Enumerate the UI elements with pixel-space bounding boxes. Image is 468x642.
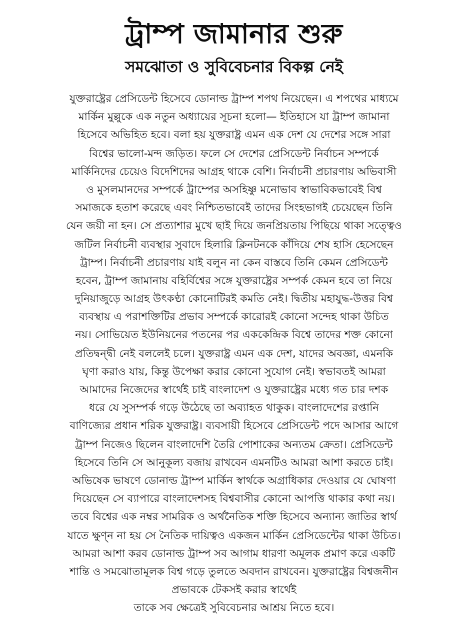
article-line: দুনিয়াজুড়ে আগ্রহ উৎকণ্ঠা কোনোটিরই কমতি নেই। দ্বিতীয় মহাযুদ্ধ-উত্তর বিশ্ব [74,293,394,306]
article-line: অভিষেক ভাষণে ডোনাল্ড ট্রাম্প মার্কিন স্বার্থকে অগ্রাধিকার দেওয়ার যে ঘোষণা [72,474,396,487]
article-line: সমাজকে হতাশ করেছে এবং নিশ্চিতভাবেই তাদের সিংহভাগই চেয়েছেন তিনি [75,202,393,215]
article-line: প্রতিদ্বন্দ্বী নেই বললেই চলে। যুক্তরাষ্ট্র এমন এক দেশ, যাদের অবজ্ঞা, এমনকি [74,347,394,360]
article-line: ও মুসলমানদের সম্পর্কে ট্রাম্পের অসহিষ্ণু মনোভাব স্বাভাবিকভাবেই বিশ্ব [86,183,382,196]
article-line: বাণিজ্যের প্রধান শরিক যুক্তরাষ্ট্র। ব্যবসায়ী হিসেবে প্রেসিডেন্ট পদে আসার আগে [69,420,399,433]
article-line: ব্যবস্থায় এ পরাশক্তিটির প্রভাব সম্পর্কে কারোরই কোনো সন্দেহ থাকা উচিত [79,311,389,324]
article-line: প্রভাবকে টেকসই করার স্বার্থেই [171,584,297,597]
article-line: যুক্তরাষ্ট্রের প্রেসিডেন্ট হিসেবে ডোনাল্ড ট্রাম্প শপথ নিয়েছেন। এ শপথের মাধ্যমে [69,93,399,105]
article-line: নয়। সোভিয়েত ইউনিয়নের পতনের পর এককেন্দ্রিক বিশ্বে তাদের শক্ত কোনো [75,329,393,342]
article-line: জটিল নির্বাচনী ব্যবস্থার সুবাদে হিলারি ক্লিনটনকে কাঁদিয়ে শেষ হাসি হেসেছেন [74,238,394,251]
article-line: যাতে ক্ষুণ্ন না হয় সে নৈতিক দায়িত্বও একজন মার্কিন প্রেসিডেন্টের থাকা উচিত। [67,529,401,542]
article-line: ঘৃণা করাও যায়, কিন্তু উপেক্ষা করার কোনো সুযোগ নেই। স্বভাবতই আমরা [82,365,386,378]
article-body [10,90,458,617]
article-line: শান্তি ও সমঝোতামূলক বিশ্ব গড়ে তুলতে অবদান রাখবেন। যুক্তরাষ্ট্রের বিশ্বজনীন [69,565,399,578]
article-line: বিশ্বের ভালো-মন্দ জড়িত। ফলে সে দেশের প্রেসিডেন্ট নির্বাচন সম্পর্কে [89,147,379,160]
article-line: মার্কিনিদের চেয়েও বিদেশিদের আগ্রহ থাকে বেশি। নির্বাচনী প্রচারণায় অভিবাসী [71,165,397,178]
article-line: আমাদের নিজেদের স্বার্থেই চাই বাংলাদেশ ও যুক্তরাষ্ট্রের মধ্যে গত চার দশক [79,384,389,396]
article-line: হিসেবে তিনি সে আনুকূল্য বজায় রাখবেন এমনটিও আমরা আশা করতে চাই। [74,456,394,469]
article-line: তাকে সব ক্ষেত্রেই সুবিবেচনার আশ্রয় নিতে হবে। [133,602,335,615]
article-line: হবেন, ট্রাম্প জামানায় বহির্বিশ্বের সঙ্গে যুক্তরাষ্ট্রের সম্পর্ক কেমন হবে তা নিয়ে [75,274,393,287]
article-line: দিয়েছেন সে ব্যাপারে বাংলাদেশসহ বিশ্ববাসীর কোনো আপত্তি থাকার কথা নয়। [73,493,395,506]
subheadline: সমঝোতা ও সুবিবেচনার বিকল্প নেই [125,58,343,76]
article-line: ট্রাম্প নিজেও ছিলেন বাংলাদেশি তৈরি পোশাকের অন্যতম ক্রেতা। প্রেসিডেন্ট [75,438,393,451]
headline: ট্রাম্প জামানার শুরু [125,19,343,50]
article-line: আমরা আশা করব ডোনাল্ড ট্রাম্প সব আগাম ধারণা অমূলক প্রমাণ করে একটি [72,547,396,560]
article-line: ট্রাম্প। নির্বাচনী প্রচারণায় যাই বলুন না কেন বাস্তবে তিনি কেমন প্রেসিডেন্ট [80,256,388,269]
article-line: মার্কিন মুল্লুকে এক নতুন অধ্যায়ের সূচনা হলো— ইতিহাসে যা ট্রাম্প জামানা [78,111,390,124]
article-line: ধরে যে সুসম্পর্ক গড়ে উঠেছে তা অব্যাহত থাকুক। বাংলাদেশের রপ্তানি [89,402,379,415]
article-line: যেন জয়ী না হন। সে প্রত্যাশার মুখে ছাই দিয়ে জনপ্রিয়তায় পিছিয়ে থাকা সত্ত্বেও [66,220,402,233]
article-line: হিসেবে অভিহিত হবে। বলা হয় যুক্তরাষ্ট্র এমন এক দেশ যে দেশের সঙ্গে সারা [77,129,391,142]
article-line: তবে বিশ্বের এক নম্বর সামরিক ও অর্থনৈতিক শক্তি হিসেবে অন্যান্য জাতির স্বার্থ [71,511,397,524]
